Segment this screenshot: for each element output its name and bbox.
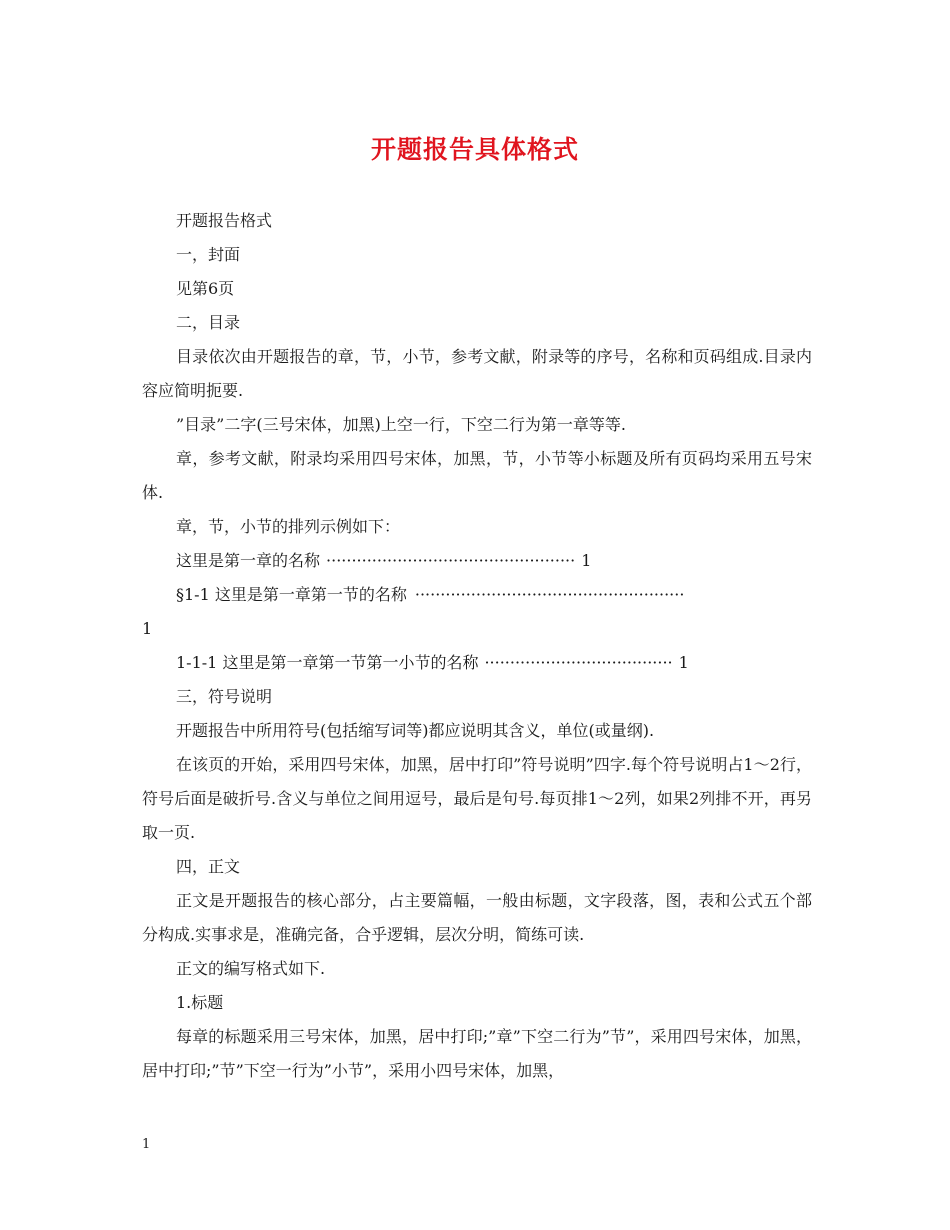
toc-subsection-label: 1-1-1 这里是第一章第一节第一小节的名称: [176, 653, 479, 672]
paragraph-heading-format: 开题报告格式: [176, 211, 273, 230]
paragraph-toc-font-rules: 章，参考文献，附录均采用四号宋体，加黑，节，小节等小标题及所有页码均采用五号宋体.: [142, 449, 812, 502]
toc-entry-chapter: [142, 544, 812, 578]
toc-chapter-leader: ·················································: [326, 551, 576, 570]
paragraph-toc-description: 目录依次由开题报告的章，节，小节，参考文献，附录等的序号，名称和页码组成.目录内容应简明扼要.: [142, 347, 812, 400]
section-heading-toc: 二，目录: [176, 313, 241, 332]
paragraph-toc-title-format: ”目录”二字(三号宋体，加黑)上空一行，下空二行为第一章等等.: [176, 415, 626, 434]
subheading-title: 1.标题: [176, 993, 224, 1012]
toc-entry-section: [142, 578, 812, 646]
section-heading-cover: 一，封面: [176, 245, 241, 264]
toc-subsection-page: 1: [678, 653, 689, 672]
page-number: 1: [142, 1137, 151, 1152]
paragraph-symbols-description: 开题报告中所用符号(包括缩写词等)都应说明其含义，单位(或量纲).: [176, 721, 655, 740]
toc-chapter-label: 这里是第一章的名称: [176, 551, 321, 570]
toc-entry-subsection: [142, 646, 812, 680]
toc-section-page: 1: [142, 619, 153, 638]
document-title: 开题报告具体格式: [370, 135, 579, 164]
toc-section-label: §1-1 这里是第一章第一节的名称: [176, 585, 407, 604]
paragraph-see-page: 见第6页: [176, 279, 235, 298]
section-heading-symbols: 三，符号说明: [176, 687, 273, 706]
paragraph-title-rules: 每章的标题采用三号宋体，加黑，居中打印;”章”下空二行为”节”，采用四号宋体，加黑，居中打印;”节”下空一行为”小节”，采用小四号宋体，加黑，: [142, 1027, 812, 1080]
document-body: [142, 204, 812, 1088]
paragraph-symbols-format: 在该页的开始，采用四号宋体，加黑，居中打印”符号说明”四字.每个符号说明占1～2行，符号后面是破折号.含义与单位之间用逗号，最后是句号.每页排1～2列，如果2列排不开，再另取一页.: [142, 755, 812, 842]
section-heading-body: 四，正文: [176, 857, 241, 876]
paragraph-body-format-intro: 正文的编写格式如下.: [176, 959, 326, 978]
toc-subsection-leader: ·····································: [484, 653, 673, 672]
toc-chapter-page: 1: [581, 551, 592, 570]
paragraph-body-description: 正文是开题报告的核心部分，占主要篇幅，一般由标题，文字段落，图，表和公式五个部分构成.实事求是，准确完备，合乎逻辑，层次分明，简练可读.: [142, 891, 812, 944]
paragraph-toc-example-intro: 章，节，小节的排列示例如下：: [176, 517, 401, 536]
toc-section-leader: ·····················································: [414, 585, 685, 604]
